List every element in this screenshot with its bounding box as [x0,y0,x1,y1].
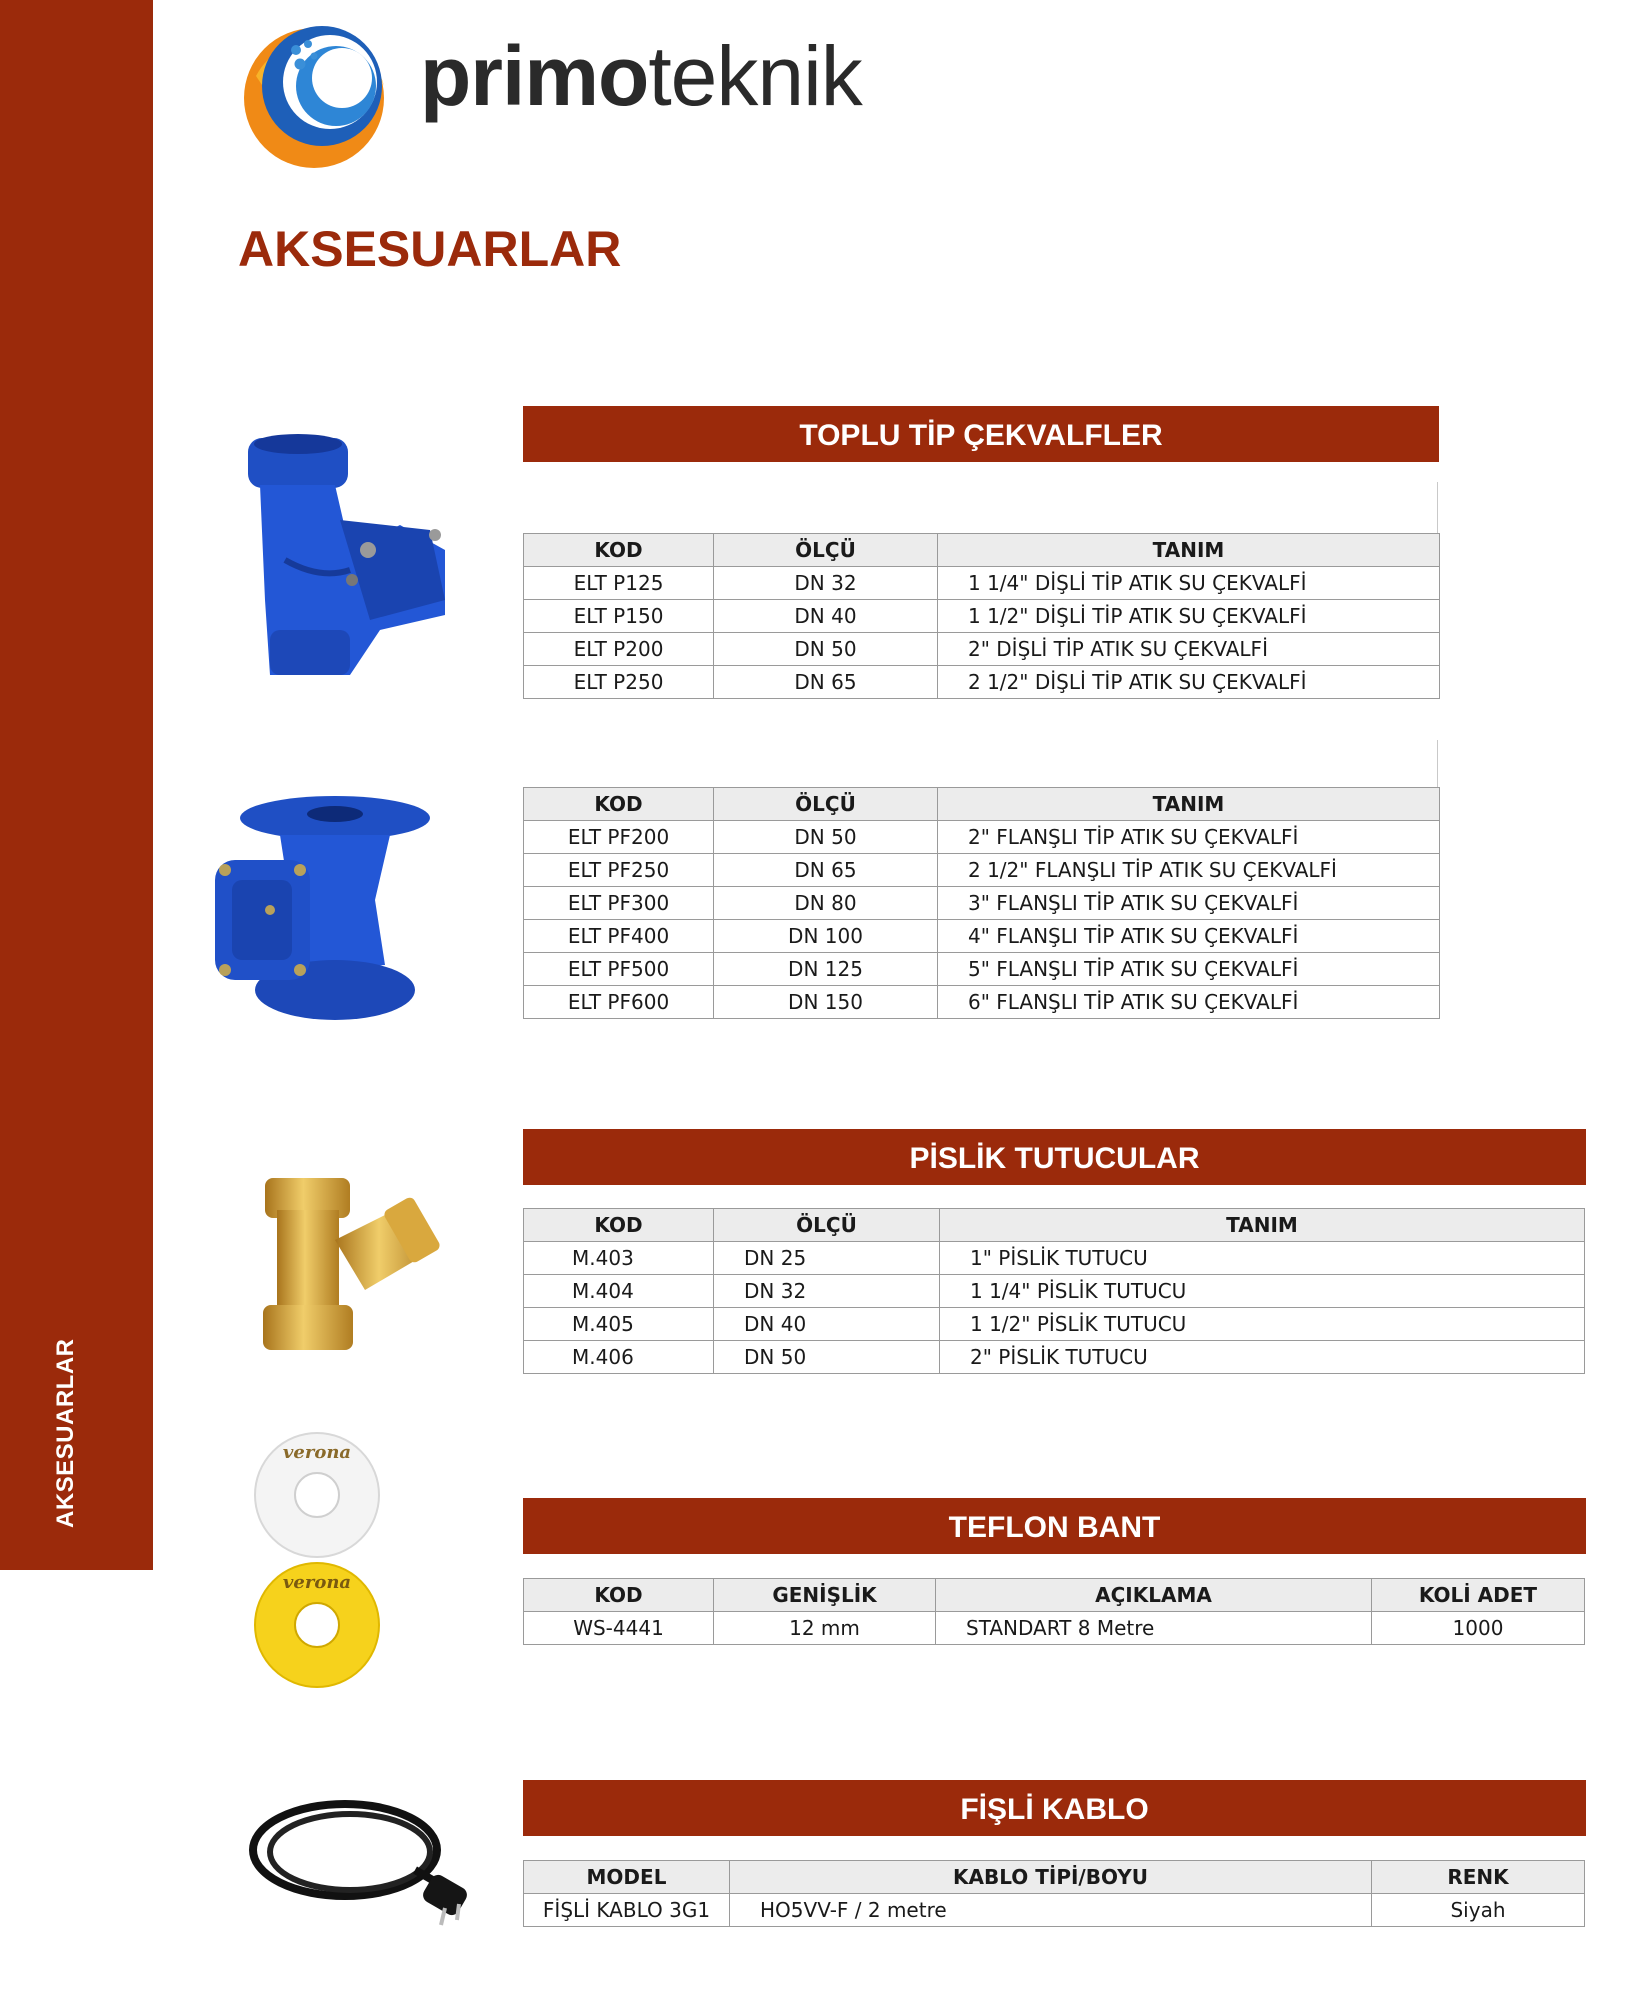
cell-size: DN 65 [714,666,938,699]
table-row [524,1894,1585,1927]
table-header-row [524,1209,1585,1242]
column-header: KOLİ ADET [1372,1579,1585,1612]
svg-text:verona: verona [282,1442,352,1463]
column-header: ÖLÇÜ [714,1209,940,1242]
column-header: RENK [1372,1861,1585,1894]
cell-size: DN 150 [714,986,938,1019]
section-header-kablo: FİŞLİ KABLO [523,1780,1586,1836]
cell-description: 1 1/4" PİSLİK TUTUCU [940,1275,1585,1308]
table-row [524,953,1440,986]
table-row [524,666,1440,699]
cell-code: ELT P125 [524,567,714,600]
cell-code: M.403 [524,1242,714,1275]
table-row [524,567,1440,600]
cell-size: DN 125 [714,953,938,986]
column-header: TANIM [938,534,1440,567]
table-header-row [524,788,1440,821]
cell-code: ELT PF250 [524,854,714,887]
cell-description: 2" DİŞLİ TİP ATIK SU ÇEKVALFİ [938,633,1440,666]
column-header: GENİŞLİK [714,1579,936,1612]
cell-size: DN 32 [714,567,938,600]
cell-size: DN 40 [714,600,938,633]
table-row [524,920,1440,953]
column-header: KABLO TİPİ/BOYU [730,1861,1372,1894]
sidebar-label: AKSESUARLAR [52,1338,79,1528]
cell-size: DN 50 [714,633,938,666]
cell-description: 6" FLANŞLI TİP ATIK SU ÇEKVALFİ [938,986,1440,1019]
table-strainers [523,1208,1585,1374]
table-row [524,1341,1585,1374]
cell-size: DN 80 [714,887,938,920]
table-cable [523,1860,1585,1927]
cell-size: DN 65 [714,854,938,887]
table-header-row [524,1861,1585,1894]
cell-size: DN 100 [714,920,938,953]
page-title: AKSESUARLAR [238,221,622,277]
table-row [524,1275,1585,1308]
cell-description: 1 1/2" DİŞLİ TİP ATIK SU ÇEKVALFİ [938,600,1440,633]
column-header: KOD [524,534,714,567]
column-header: KOD [524,788,714,821]
sidebar-band [0,0,153,1570]
divider [1437,482,1438,534]
cell-code: M.406 [524,1341,714,1374]
cell-code: M.404 [524,1275,714,1308]
table-flanged-valves [523,787,1440,1019]
cell-description: 1 1/2" PİSLİK TUTUCU [940,1308,1585,1341]
cell-description: 2 1/2" DİŞLİ TİP ATIK SU ÇEKVALFİ [938,666,1440,699]
plug-cable-image [245,1790,475,1930]
cell-size: DN 25 [714,1242,940,1275]
table-row [524,1308,1585,1341]
table-row [524,600,1440,633]
teflon-tape-image [252,1430,382,1690]
column-header: KOD [524,1209,714,1242]
brand-logo-icon [236,16,392,172]
cell-size: DN 50 [714,821,938,854]
cell-code: M.405 [524,1308,714,1341]
table-row [524,1242,1585,1275]
cell-code: ELT PF300 [524,887,714,920]
cell-description: 2" PİSLİK TUTUCU [940,1341,1585,1374]
cell-description: 3" FLANŞLI TİP ATIK SU ÇEKVALFİ [938,887,1440,920]
cell-code: ELT P250 [524,666,714,699]
cell-size: DN 50 [714,1341,940,1374]
cell-code: ELT PF500 [524,953,714,986]
cell-model: FİŞLİ KABLO 3G1 [524,1894,730,1927]
cell-cable-type: HO5VV-F / 2 metre [730,1894,1372,1927]
column-header: KOD [524,1579,714,1612]
cell-size: DN 40 [714,1308,940,1341]
cell-code: WS-4441 [524,1612,714,1645]
table-row [524,986,1440,1019]
table-row [524,854,1440,887]
cell-color: Siyah [1372,1894,1585,1927]
column-header: MODEL [524,1861,730,1894]
section-header-cekvalf: TOPLU TİP ÇEKVALFLER [523,406,1439,462]
table-threaded-valves [523,533,1440,699]
flanged-check-valve-image [210,790,450,1030]
section-header-pislik: PİSLİK TUTUCULAR [523,1129,1586,1185]
divider [1437,740,1438,788]
strainer-image [255,1170,445,1360]
cell-description: 1" PİSLİK TUTUCU [940,1242,1585,1275]
cell-description: 4" FLANŞLI TİP ATIK SU ÇEKVALFİ [938,920,1440,953]
table-row [524,633,1440,666]
cell-size: DN 32 [714,1275,940,1308]
cell-code: ELT PF600 [524,986,714,1019]
column-header: TANIM [940,1209,1585,1242]
table-header-row [524,534,1440,567]
table-row [524,821,1440,854]
cell-code: ELT PF400 [524,920,714,953]
svg-text:verona: verona [282,1572,352,1593]
cell-description: 2 1/2" FLANŞLI TİP ATIK SU ÇEKVALFİ [938,854,1440,887]
column-header: ÖLÇÜ [714,788,938,821]
cell-description: 1 1/4" DİŞLİ TİP ATIK SU ÇEKVALFİ [938,567,1440,600]
cell-code: ELT P150 [524,600,714,633]
cell-width: 12 mm [714,1612,936,1645]
threaded-check-valve-image [230,430,460,690]
cell-description: 5" FLANŞLI TİP ATIK SU ÇEKVALFİ [938,953,1440,986]
cell-code: ELT P200 [524,633,714,666]
table-row [524,887,1440,920]
cell-description: 2" FLANŞLI TİP ATIK SU ÇEKVALFİ [938,821,1440,854]
cell-description: STANDART 8 Metre [936,1612,1372,1645]
table-row [524,1612,1585,1645]
table-header-row [524,1579,1585,1612]
brand-name: primoteknik [420,29,862,123]
column-header: TANIM [938,788,1440,821]
section-header-teflon: TEFLON BANT [523,1498,1586,1554]
table-teflon [523,1578,1585,1645]
cell-code: ELT PF200 [524,821,714,854]
cell-box-qty: 1000 [1372,1612,1585,1645]
column-header: ÖLÇÜ [714,534,938,567]
column-header: AÇIKLAMA [936,1579,1372,1612]
